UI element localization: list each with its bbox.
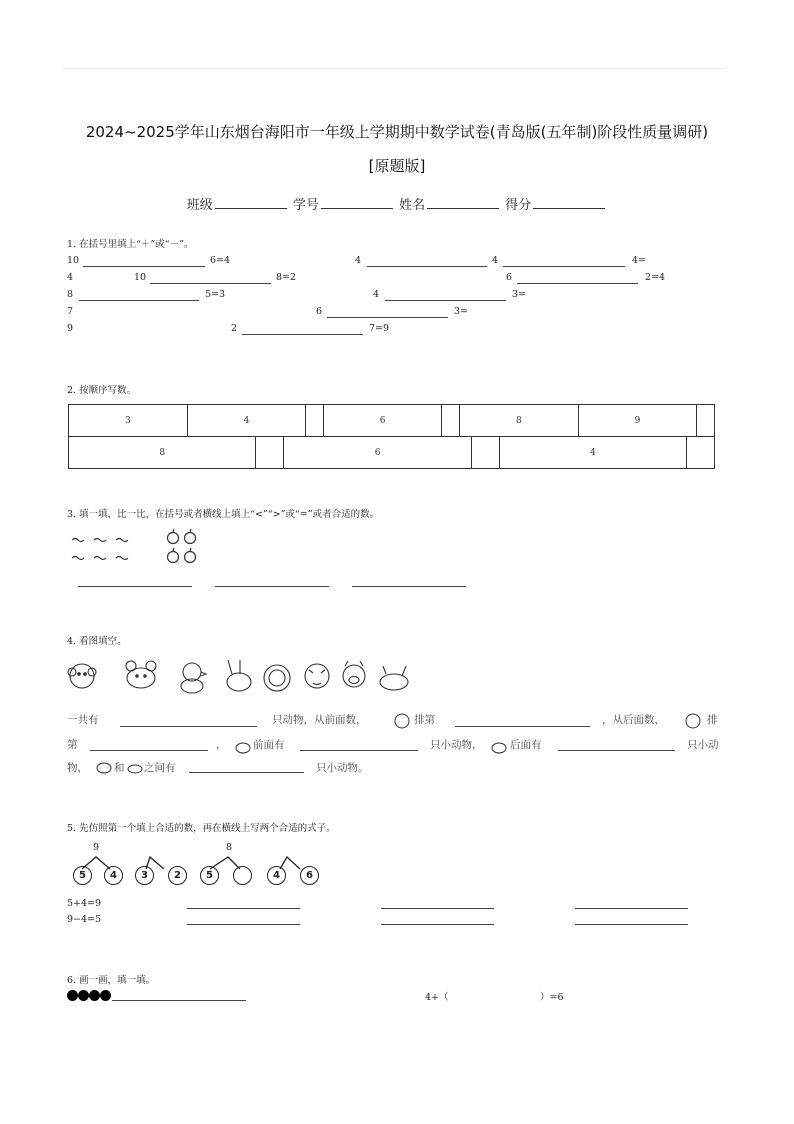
answer-blank[interactable] <box>150 283 271 284</box>
q1-text: 9 <box>67 323 74 334</box>
tiger-icon <box>684 710 702 730</box>
mouse-icon <box>126 661 156 688</box>
answer-blank[interactable] <box>575 908 688 909</box>
monkey-icon <box>393 710 411 730</box>
seq-cell: 9 <box>578 405 697 437</box>
seq-cell-blank[interactable] <box>256 437 284 469</box>
answer-blank[interactable] <box>79 300 199 301</box>
q1-text: 7 <box>67 306 74 317</box>
q1-text: 8 <box>67 289 74 300</box>
q4-text: 只小动 <box>687 739 719 751</box>
q1-text: 4 <box>492 255 499 266</box>
q4-text: 排 <box>707 714 718 726</box>
chicken-icon <box>181 663 206 693</box>
dot-icon <box>78 990 89 1001</box>
seq-cell-blank[interactable] <box>471 437 499 469</box>
example-equation: 5+4=9 <box>67 898 102 909</box>
lion-icon <box>264 665 290 691</box>
dog-icon <box>380 666 408 690</box>
answer-blank[interactable] <box>327 317 448 318</box>
answer-blank[interactable] <box>367 266 487 267</box>
q4-text: 排第 <box>414 714 435 726</box>
q4-text: ，从后面数， <box>602 714 665 726</box>
seq-cell-blank[interactable] <box>306 405 324 437</box>
answer-blank[interactable] <box>300 750 418 751</box>
answer-blank[interactable] <box>242 334 363 335</box>
class-label: 班级 <box>186 198 213 213</box>
page-title: 2024~2025学年山东烟台海阳市一年级上学期期中数学试卷(青岛版(五年制)阶段性质量调研) <box>85 123 709 141</box>
number-circle: 4 <box>267 866 286 885</box>
tiger-icon <box>305 664 329 688</box>
dog-icon <box>126 758 144 776</box>
answer-blank[interactable] <box>381 908 494 909</box>
q4-text: 只小动物。 <box>316 762 369 774</box>
number-circle: 6 <box>300 866 319 885</box>
q4-text: 后面有 <box>510 739 542 751</box>
answer-blank[interactable] <box>83 266 205 267</box>
q4-text: ， <box>216 739 227 751</box>
drawing-blank[interactable] <box>112 1000 246 1001</box>
q4-text: 物， <box>67 762 88 774</box>
q4-text: 前面有 <box>253 739 285 751</box>
number-circle: 5 <box>73 866 92 885</box>
answer-blank[interactable] <box>575 924 688 925</box>
q5-heading: 5. 先仿照第一个填上合适的数，再在横线上写两个合适的式子。 <box>67 823 336 834</box>
rabbit-icon <box>488 735 508 755</box>
top-divider <box>62 68 726 69</box>
class-blank[interactable] <box>215 196 287 209</box>
dot-icon <box>67 990 78 1001</box>
answer-blank[interactable] <box>215 586 329 587</box>
number-circle: 3 <box>135 866 154 885</box>
q4-text: 只小动物， <box>430 739 483 751</box>
seq-cell-blank[interactable] <box>687 437 715 469</box>
q1-text: 2=4 <box>645 272 666 283</box>
q1-text: 4 <box>373 289 380 300</box>
q3-heading: 3. 填一填，比一比，在括号或者横线上填上“<”“>”或“=”或者合适的数。 <box>67 509 380 520</box>
q4-text: 一共有 <box>67 714 99 726</box>
pig-icon <box>343 661 365 687</box>
name-blank[interactable] <box>427 196 499 209</box>
seq-cell-blank[interactable] <box>442 405 460 437</box>
animals-row <box>64 656 414 696</box>
apple-icon <box>168 529 196 563</box>
q1-text: 8=2 <box>276 272 297 283</box>
q1-text: 3= <box>512 289 527 300</box>
seq-cell: 4 <box>187 405 306 437</box>
q1-text: 10 <box>67 255 80 266</box>
q4-heading: 4. 看图填空。 <box>67 636 127 647</box>
q4-text: 和 <box>114 762 125 774</box>
q1-text: 3= <box>454 306 469 317</box>
answer-blank[interactable] <box>558 750 675 751</box>
monkey-icon <box>68 664 96 688</box>
seq-cell: 3 <box>69 405 188 437</box>
seq-cell: 6 <box>284 437 471 469</box>
answer-blank[interactable] <box>455 726 590 727</box>
q1-text: 2 <box>231 323 238 334</box>
equation-left: 4+（ <box>425 992 449 1003</box>
seq-cell: 8 <box>69 437 256 469</box>
q1-text: 5=3 <box>205 289 226 300</box>
score-label: 得分 <box>505 198 532 213</box>
q1-text: 10 <box>134 272 147 283</box>
answer-blank[interactable] <box>352 586 466 587</box>
number-circle: 5 <box>200 866 219 885</box>
q6-heading: 6. 画一画，填一填。 <box>67 975 156 986</box>
dot-icon <box>89 990 100 1001</box>
answer-blank[interactable] <box>90 750 208 751</box>
q1-text: 6 <box>316 306 323 317</box>
answer-blank[interactable] <box>385 300 506 301</box>
q1-text: 6 <box>506 272 513 283</box>
student-info-row <box>0 194 794 213</box>
q1-text: 7=9 <box>369 323 390 334</box>
answer-blank[interactable] <box>381 924 494 925</box>
answer-blank[interactable] <box>187 924 300 925</box>
rabbit-icon <box>232 735 252 755</box>
example-equation: 9−4=5 <box>67 914 102 925</box>
seq-cell: 6 <box>323 405 442 437</box>
q2-heading: 2. 按顺序写数。 <box>67 385 137 396</box>
answer-blank[interactable] <box>187 908 300 909</box>
top-number: 9 <box>93 842 100 853</box>
number-circle: 4 <box>104 866 123 885</box>
bird-icon <box>72 539 128 560</box>
dot-icon <box>100 990 111 1001</box>
answer-blank[interactable] <box>189 772 304 773</box>
compare-picture <box>68 528 208 568</box>
number-blank[interactable] <box>321 196 393 209</box>
q1-text: 4 <box>355 255 362 266</box>
answer-blank[interactable] <box>503 266 625 267</box>
mouse-icon <box>95 758 113 776</box>
answer-blank[interactable] <box>120 726 257 727</box>
seq-cell: 8 <box>460 405 579 437</box>
number-circle-blank[interactable] <box>233 866 252 885</box>
q4-text: 之间有 <box>144 762 176 774</box>
q1-text: 4 <box>67 272 74 283</box>
seq-cell: 4 <box>499 437 686 469</box>
number-circle: 2 <box>168 866 187 885</box>
sequence-table-2 <box>68 436 715 469</box>
answer-blank[interactable] <box>517 283 638 284</box>
top-number: 8 <box>226 842 233 853</box>
answer-blank[interactable] <box>78 586 192 587</box>
equation-right: ）=6 <box>540 992 564 1003</box>
number-label: 学号 <box>292 198 319 213</box>
score-blank[interactable] <box>533 196 605 209</box>
q1-heading: 1. 在括号里填上“＋”或“－”。 <box>67 239 194 250</box>
page-subtitle: [原题版] <box>368 157 426 175</box>
q4-text: 只动物，从前面数， <box>272 714 367 726</box>
seq-cell-blank[interactable] <box>697 405 715 437</box>
q1-text: 6=4 <box>210 255 231 266</box>
name-label: 姓名 <box>399 198 426 213</box>
sequence-table-1 <box>68 404 715 437</box>
rabbit-icon <box>227 660 251 691</box>
q4-text: 第 <box>67 739 78 751</box>
q1-text: 4= <box>632 255 647 266</box>
